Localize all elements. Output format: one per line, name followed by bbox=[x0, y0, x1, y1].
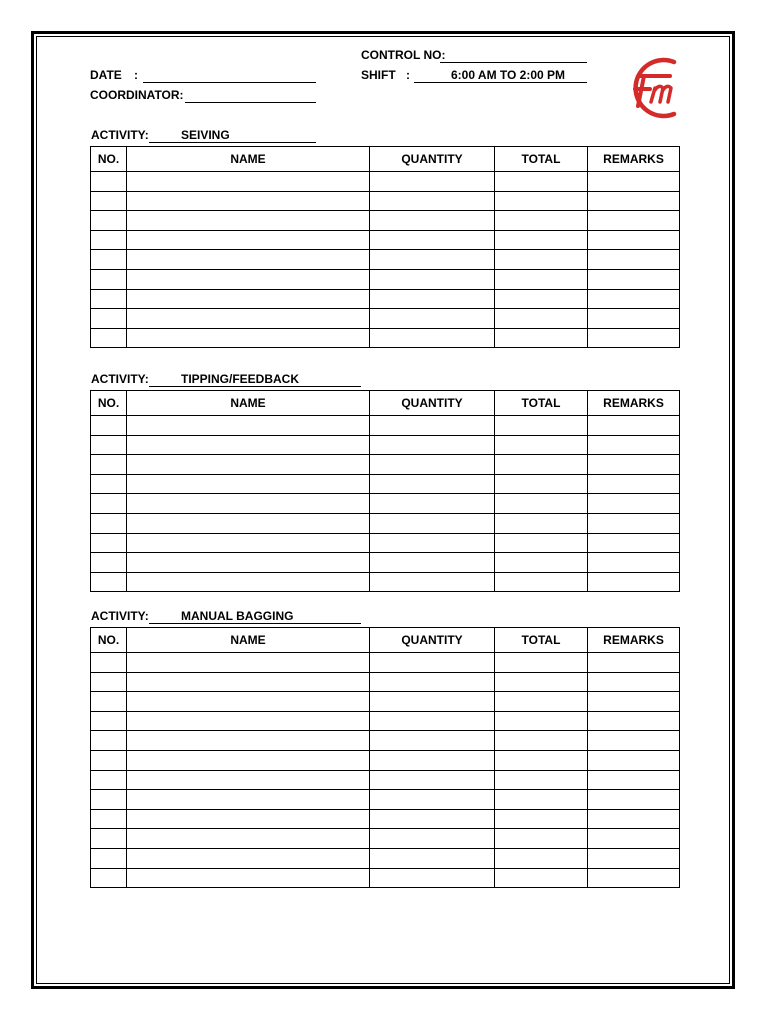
quantity-cell[interactable] bbox=[370, 309, 495, 329]
remarks-cell[interactable] bbox=[588, 572, 680, 592]
activity-value-1: SEIVING bbox=[181, 128, 230, 142]
total-cell[interactable] bbox=[495, 494, 588, 514]
quantity-cell[interactable] bbox=[370, 809, 495, 829]
total-cell[interactable] bbox=[495, 770, 588, 790]
name-cell[interactable] bbox=[127, 809, 370, 829]
total-cell[interactable] bbox=[495, 790, 588, 810]
table-row bbox=[91, 750, 680, 770]
remarks-cell[interactable] bbox=[588, 328, 680, 348]
total-cell[interactable] bbox=[495, 711, 588, 731]
name-cell[interactable] bbox=[127, 435, 370, 455]
quantity-cell[interactable] bbox=[370, 711, 495, 731]
col-header-name: NAME bbox=[127, 391, 370, 416]
no-cell[interactable] bbox=[91, 494, 127, 514]
shift-colon: : bbox=[406, 68, 410, 82]
activity-table-manual-bagging bbox=[90, 627, 680, 888]
activity-label-1: ACTIVITY: bbox=[91, 128, 149, 142]
col-header-quantity: QUANTITY bbox=[370, 628, 495, 653]
name-cell[interactable] bbox=[127, 572, 370, 592]
quantity-cell[interactable] bbox=[370, 494, 495, 514]
total-cell[interactable] bbox=[495, 692, 588, 712]
coordinator-label: COORDINATOR: bbox=[90, 88, 184, 102]
total-cell[interactable] bbox=[495, 533, 588, 553]
quantity-cell[interactable] bbox=[370, 790, 495, 810]
col-header-no: NO. bbox=[91, 147, 127, 172]
no-cell[interactable] bbox=[91, 809, 127, 829]
date-colon: : bbox=[134, 68, 138, 82]
total-cell[interactable] bbox=[495, 829, 588, 849]
total-cell[interactable] bbox=[495, 250, 588, 270]
no-cell[interactable] bbox=[91, 572, 127, 592]
name-cell[interactable] bbox=[127, 289, 370, 309]
total-cell[interactable] bbox=[495, 553, 588, 573]
quantity-cell[interactable] bbox=[370, 672, 495, 692]
total-cell[interactable] bbox=[495, 731, 588, 751]
col-header-name: NAME bbox=[127, 628, 370, 653]
no-cell[interactable] bbox=[91, 172, 127, 192]
table-row bbox=[91, 672, 680, 692]
control-no-label: CONTROL NO: bbox=[361, 48, 446, 62]
no-cell[interactable] bbox=[91, 230, 127, 250]
table-row bbox=[91, 513, 680, 533]
table-row bbox=[91, 770, 680, 790]
remarks-cell[interactable] bbox=[588, 309, 680, 329]
remarks-cell[interactable] bbox=[588, 230, 680, 250]
no-cell[interactable] bbox=[91, 848, 127, 868]
remarks-cell[interactable] bbox=[588, 553, 680, 573]
quantity-cell[interactable] bbox=[370, 653, 495, 673]
name-cell[interactable] bbox=[127, 653, 370, 673]
no-cell[interactable] bbox=[91, 553, 127, 573]
name-cell[interactable] bbox=[127, 533, 370, 553]
name-cell[interactable] bbox=[127, 829, 370, 849]
total-cell[interactable] bbox=[495, 513, 588, 533]
total-cell[interactable] bbox=[495, 328, 588, 348]
table-row bbox=[91, 829, 680, 849]
table-row bbox=[91, 455, 680, 475]
quantity-cell[interactable] bbox=[370, 435, 495, 455]
total-cell[interactable] bbox=[495, 289, 588, 309]
no-cell[interactable] bbox=[91, 672, 127, 692]
table-row bbox=[91, 211, 680, 231]
col-header-total: TOTAL bbox=[495, 147, 588, 172]
remarks-cell[interactable] bbox=[588, 809, 680, 829]
no-cell[interactable] bbox=[91, 750, 127, 770]
remarks-cell[interactable] bbox=[588, 494, 680, 514]
total-cell[interactable] bbox=[495, 211, 588, 231]
name-cell[interactable] bbox=[127, 790, 370, 810]
activity-table-tipping-feedback bbox=[90, 390, 680, 592]
remarks-cell[interactable] bbox=[588, 711, 680, 731]
name-cell[interactable] bbox=[127, 494, 370, 514]
total-cell[interactable] bbox=[495, 191, 588, 211]
total-cell[interactable] bbox=[495, 750, 588, 770]
remarks-cell[interactable] bbox=[588, 474, 680, 494]
total-cell[interactable] bbox=[495, 435, 588, 455]
quantity-cell[interactable] bbox=[370, 328, 495, 348]
control-no-line[interactable] bbox=[440, 62, 587, 63]
no-cell[interactable] bbox=[91, 692, 127, 712]
table-row bbox=[91, 230, 680, 250]
name-cell[interactable] bbox=[127, 868, 370, 888]
table-row bbox=[91, 416, 680, 436]
quantity-cell[interactable] bbox=[370, 250, 495, 270]
table-row bbox=[91, 868, 680, 888]
quantity-cell[interactable] bbox=[370, 289, 495, 309]
table-row bbox=[91, 692, 680, 712]
remarks-cell[interactable] bbox=[588, 692, 680, 712]
no-cell[interactable] bbox=[91, 829, 127, 849]
col-header-no: NO. bbox=[91, 391, 127, 416]
coordinator-line[interactable] bbox=[185, 102, 316, 103]
quantity-cell[interactable] bbox=[370, 731, 495, 751]
name-cell[interactable] bbox=[127, 848, 370, 868]
table-row bbox=[91, 533, 680, 553]
activity-table-seiving bbox=[90, 146, 680, 348]
remarks-cell[interactable] bbox=[588, 672, 680, 692]
name-cell[interactable] bbox=[127, 328, 370, 348]
total-cell[interactable] bbox=[495, 309, 588, 329]
remarks-cell[interactable] bbox=[588, 653, 680, 673]
no-cell[interactable] bbox=[91, 269, 127, 289]
activity-line-1 bbox=[149, 142, 316, 143]
total-cell[interactable] bbox=[495, 653, 588, 673]
quantity-cell[interactable] bbox=[370, 848, 495, 868]
activity-value-2: TIPPING/FEEDBACK bbox=[181, 372, 300, 386]
no-cell[interactable] bbox=[91, 868, 127, 888]
col-header-remarks: REMARKS bbox=[588, 147, 680, 172]
table-row bbox=[91, 191, 680, 211]
no-cell[interactable] bbox=[91, 455, 127, 475]
no-cell[interactable] bbox=[91, 770, 127, 790]
table-row bbox=[91, 711, 680, 731]
quantity-cell[interactable] bbox=[370, 211, 495, 231]
quantity-cell[interactable] bbox=[370, 533, 495, 553]
no-cell[interactable] bbox=[91, 653, 127, 673]
date-line[interactable] bbox=[143, 82, 316, 83]
col-header-name: NAME bbox=[127, 147, 370, 172]
col-header-total: TOTAL bbox=[495, 628, 588, 653]
remarks-cell[interactable] bbox=[588, 868, 680, 888]
no-cell[interactable] bbox=[91, 711, 127, 731]
shift-value: 6:00 AM TO 2:00 PM bbox=[451, 68, 566, 82]
name-cell[interactable] bbox=[127, 250, 370, 270]
table-row bbox=[91, 731, 680, 751]
no-cell[interactable] bbox=[91, 191, 127, 211]
remarks-cell[interactable] bbox=[588, 829, 680, 849]
table-row bbox=[91, 172, 680, 192]
name-cell[interactable] bbox=[127, 211, 370, 231]
table-row bbox=[91, 474, 680, 494]
quantity-cell[interactable] bbox=[370, 416, 495, 436]
remarks-cell[interactable] bbox=[588, 750, 680, 770]
name-cell[interactable] bbox=[127, 309, 370, 329]
total-cell[interactable] bbox=[495, 230, 588, 250]
activity-line-2 bbox=[149, 386, 361, 387]
total-cell[interactable] bbox=[495, 416, 588, 436]
remarks-cell[interactable] bbox=[588, 269, 680, 289]
remarks-cell[interactable] bbox=[588, 289, 680, 309]
quantity-cell[interactable] bbox=[370, 230, 495, 250]
col-header-total: TOTAL bbox=[495, 391, 588, 416]
remarks-cell[interactable] bbox=[588, 513, 680, 533]
total-cell[interactable] bbox=[495, 474, 588, 494]
name-cell[interactable] bbox=[127, 513, 370, 533]
name-cell[interactable] bbox=[127, 672, 370, 692]
total-cell[interactable] bbox=[495, 868, 588, 888]
remarks-cell[interactable] bbox=[588, 731, 680, 751]
col-header-no: NO. bbox=[91, 628, 127, 653]
table-row bbox=[91, 435, 680, 455]
activity-line-3 bbox=[149, 623, 361, 624]
no-cell[interactable] bbox=[91, 435, 127, 455]
quantity-cell[interactable] bbox=[370, 191, 495, 211]
name-cell[interactable] bbox=[127, 553, 370, 573]
table-row bbox=[91, 250, 680, 270]
quantity-cell[interactable] bbox=[370, 553, 495, 573]
table-row bbox=[91, 809, 680, 829]
activity-value-3: MANUAL BAGGING bbox=[181, 609, 294, 623]
quantity-cell[interactable] bbox=[370, 455, 495, 475]
table-row bbox=[91, 289, 680, 309]
quantity-cell[interactable] bbox=[370, 868, 495, 888]
name-cell[interactable] bbox=[127, 269, 370, 289]
table-row bbox=[91, 269, 680, 289]
remarks-cell[interactable] bbox=[588, 435, 680, 455]
remarks-cell[interactable] bbox=[588, 172, 680, 192]
remarks-cell[interactable] bbox=[588, 455, 680, 475]
no-cell[interactable] bbox=[91, 289, 127, 309]
quantity-cell[interactable] bbox=[370, 829, 495, 849]
total-cell[interactable] bbox=[495, 455, 588, 475]
no-cell[interactable] bbox=[91, 328, 127, 348]
name-cell[interactable] bbox=[127, 416, 370, 436]
table-row bbox=[91, 494, 680, 514]
total-cell[interactable] bbox=[495, 172, 588, 192]
table-row bbox=[91, 328, 680, 348]
no-cell[interactable] bbox=[91, 211, 127, 231]
name-cell[interactable] bbox=[127, 750, 370, 770]
no-cell[interactable] bbox=[91, 416, 127, 436]
table-row bbox=[91, 309, 680, 329]
col-header-quantity: QUANTITY bbox=[370, 391, 495, 416]
total-cell[interactable] bbox=[495, 572, 588, 592]
table-row bbox=[91, 790, 680, 810]
total-cell[interactable] bbox=[495, 269, 588, 289]
name-cell[interactable] bbox=[127, 455, 370, 475]
remarks-cell[interactable] bbox=[588, 770, 680, 790]
date-label: DATE bbox=[90, 68, 122, 82]
quantity-cell[interactable] bbox=[370, 750, 495, 770]
total-cell[interactable] bbox=[495, 809, 588, 829]
col-header-quantity: QUANTITY bbox=[370, 147, 495, 172]
shift-label: SHIFT bbox=[361, 68, 396, 82]
name-cell[interactable] bbox=[127, 191, 370, 211]
remarks-cell[interactable] bbox=[588, 790, 680, 810]
no-cell[interactable] bbox=[91, 309, 127, 329]
name-cell[interactable] bbox=[127, 172, 370, 192]
name-cell[interactable] bbox=[127, 731, 370, 751]
quantity-cell[interactable] bbox=[370, 513, 495, 533]
no-cell[interactable] bbox=[91, 474, 127, 494]
table-row bbox=[91, 848, 680, 868]
company-logo-icon bbox=[622, 52, 686, 124]
remarks-cell[interactable] bbox=[588, 533, 680, 553]
quantity-cell[interactable] bbox=[370, 692, 495, 712]
quantity-cell[interactable] bbox=[370, 269, 495, 289]
remarks-cell[interactable] bbox=[588, 416, 680, 436]
activity-label-2: ACTIVITY: bbox=[91, 372, 149, 386]
total-cell[interactable] bbox=[495, 848, 588, 868]
no-cell[interactable] bbox=[91, 513, 127, 533]
quantity-cell[interactable] bbox=[370, 474, 495, 494]
table-row bbox=[91, 653, 680, 673]
no-cell[interactable] bbox=[91, 533, 127, 553]
quantity-cell[interactable] bbox=[370, 572, 495, 592]
name-cell[interactable] bbox=[127, 692, 370, 712]
remarks-cell[interactable] bbox=[588, 250, 680, 270]
remarks-cell[interactable] bbox=[588, 211, 680, 231]
name-cell[interactable] bbox=[127, 230, 370, 250]
table-row bbox=[91, 553, 680, 573]
table-row bbox=[91, 572, 680, 592]
quantity-cell[interactable] bbox=[370, 770, 495, 790]
no-cell[interactable] bbox=[91, 250, 127, 270]
name-cell[interactable] bbox=[127, 711, 370, 731]
shift-line bbox=[414, 82, 587, 83]
col-header-remarks: REMARKS bbox=[588, 628, 680, 653]
remarks-cell[interactable] bbox=[588, 848, 680, 868]
name-cell[interactable] bbox=[127, 770, 370, 790]
total-cell[interactable] bbox=[495, 672, 588, 692]
quantity-cell[interactable] bbox=[370, 172, 495, 192]
name-cell[interactable] bbox=[127, 474, 370, 494]
no-cell[interactable] bbox=[91, 731, 127, 751]
no-cell[interactable] bbox=[91, 790, 127, 810]
activity-label-3: ACTIVITY: bbox=[91, 609, 149, 623]
remarks-cell[interactable] bbox=[588, 191, 680, 211]
col-header-remarks: REMARKS bbox=[588, 391, 680, 416]
